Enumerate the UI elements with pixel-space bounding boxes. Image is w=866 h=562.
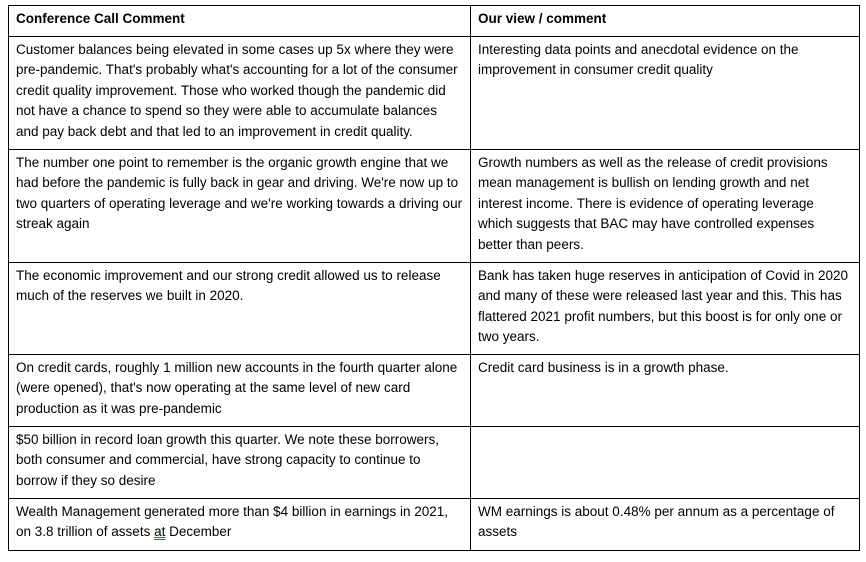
comment-cell: On credit cards, roughly 1 million new accounts in the fourth quarter alone (were opened), that's now operating at the same level of new card production as it was pre-pandemic bbox=[9, 354, 471, 426]
header-row bbox=[9, 6, 860, 37]
comment-table bbox=[8, 5, 860, 551]
comment-cell: $50 billion in record loan growth this quarter. We note these borrowers, both consumer and commercial, have strong capacity to continue to borrow if they so desire bbox=[9, 426, 471, 498]
view-cell bbox=[471, 426, 860, 498]
view-cell: Credit card business is in a growth phase. bbox=[471, 354, 860, 426]
table-row bbox=[9, 498, 860, 550]
table-row bbox=[9, 354, 860, 426]
view-cell: Growth numbers as well as the release of credit provisions mean management is bullish on lending growth and net interest income. There is evidence of operating leverage which suggests that BAC may have controlled expenses better than peers. bbox=[471, 149, 860, 262]
view-cell: WM earnings is about 0.48% per annum as a percentage of assets bbox=[471, 498, 860, 550]
comment-cell: The economic improvement and our strong credit allowed us to release much of the reserves we built in 2020. bbox=[9, 262, 471, 354]
table-row bbox=[9, 36, 860, 149]
header-conference-call-comment: Conference Call Comment bbox=[9, 6, 471, 37]
comment-cell: The number one point to remember is the organic growth engine that we had before the pandemic is fully back in gear and driving. We're now up to two quarters of operating leverage and we're working towards a driving our streak again bbox=[9, 149, 471, 262]
comment-cell bbox=[9, 498, 471, 550]
comment-cell: Customer balances being elevated in some cases up 5x where they were pre-pandemic. That's probably what's accounting for a lot of the consumer credit quality improvement. Those who worked though the pandemic did not have a chance to spend so they were able to accumulate balances and pay back debt and that led to an improvement in credit quality. bbox=[9, 36, 471, 149]
comment-text: Wealth Management generated more than $4 billion in earnings in 2021, on 3.8 trillion of assets bbox=[16, 503, 449, 539]
table-row bbox=[9, 426, 860, 498]
flagged-word: at bbox=[154, 524, 166, 539]
view-cell: Interesting data points and anecdotal evidence on the improvement in consumer credit quality bbox=[471, 36, 860, 149]
view-cell: Bank has taken huge reserves in anticipation of Covid in 2020 and many of these were released last year and this. This has flattered 2021 profit numbers, but this boost is for only one or two years. bbox=[471, 262, 860, 354]
header-our-view: Our view / comment bbox=[471, 6, 860, 37]
comment-text-end: December bbox=[165, 524, 232, 539]
table-row bbox=[9, 149, 860, 262]
table-row bbox=[9, 262, 860, 354]
